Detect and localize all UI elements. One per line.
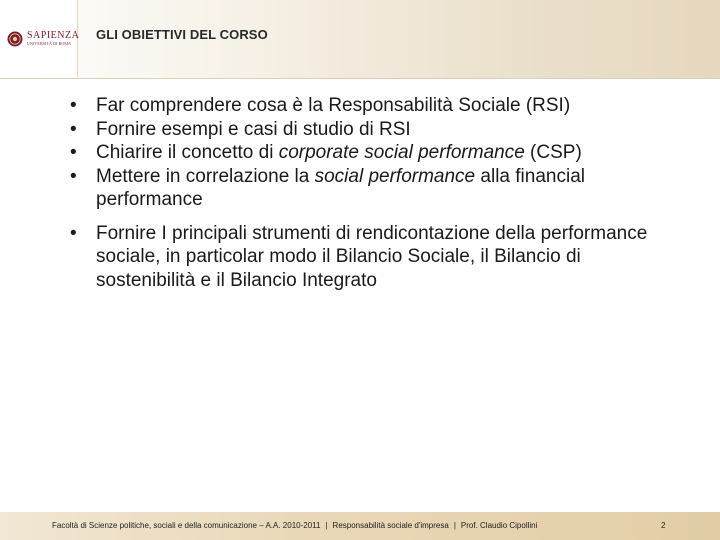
- objective-item: [70, 141, 670, 165]
- objective-text-italic: corporate social performance: [278, 142, 525, 163]
- logo-name: SAPIENZA: [27, 30, 80, 41]
- university-logo: [0, 0, 78, 77]
- slide-header: [0, 0, 720, 79]
- objective-item: [70, 222, 670, 293]
- footer-professor: Prof. Claudio Cipollini: [460, 521, 538, 530]
- footer-faculty: Facoltà di Scienze politiche, sociali e della comunicazione – A.A. 2010-2011: [52, 521, 321, 530]
- logo-text: [27, 30, 80, 46]
- objective-text-italic: social performance: [314, 165, 476, 187]
- slide-title: GLI OBIETTIVI DEL CORSO: [96, 27, 268, 42]
- sapienza-seal-icon: [7, 31, 23, 47]
- objective-text: Fornire esempi e casi di studio di RSI: [96, 118, 411, 140]
- objectives-list: [70, 94, 670, 292]
- objective-text: Mettere in correlazione la: [96, 165, 315, 187]
- slide-footer: [0, 512, 720, 540]
- footer-text: [52, 521, 537, 530]
- objective-text: Far comprendere cosa è la Responsabilità Sociale (RSI): [96, 95, 571, 116]
- objective-item: [70, 165, 670, 212]
- objective-text: alla financial performance: [96, 165, 585, 210]
- objective-item: [70, 94, 670, 118]
- footer-separator: |: [325, 521, 328, 530]
- footer-course: Responsabilità sociale d'impresa: [332, 521, 449, 530]
- objective-text: Chiarire il concetto di: [96, 142, 279, 163]
- objective-text: (CSP): [524, 142, 582, 163]
- logo-subtitle: UNIVERSITÀ DI ROMA: [27, 41, 72, 46]
- footer-separator: |: [453, 521, 456, 530]
- objective-text: Fornire I principali strumenti di rendicontazione della performance sociale, in particolar modo il Bilancio Sociale, il Bilancio di sostenibilità e il Bilancio Integrato: [96, 222, 648, 291]
- objective-item: [70, 118, 670, 142]
- page-number: 2: [661, 521, 666, 530]
